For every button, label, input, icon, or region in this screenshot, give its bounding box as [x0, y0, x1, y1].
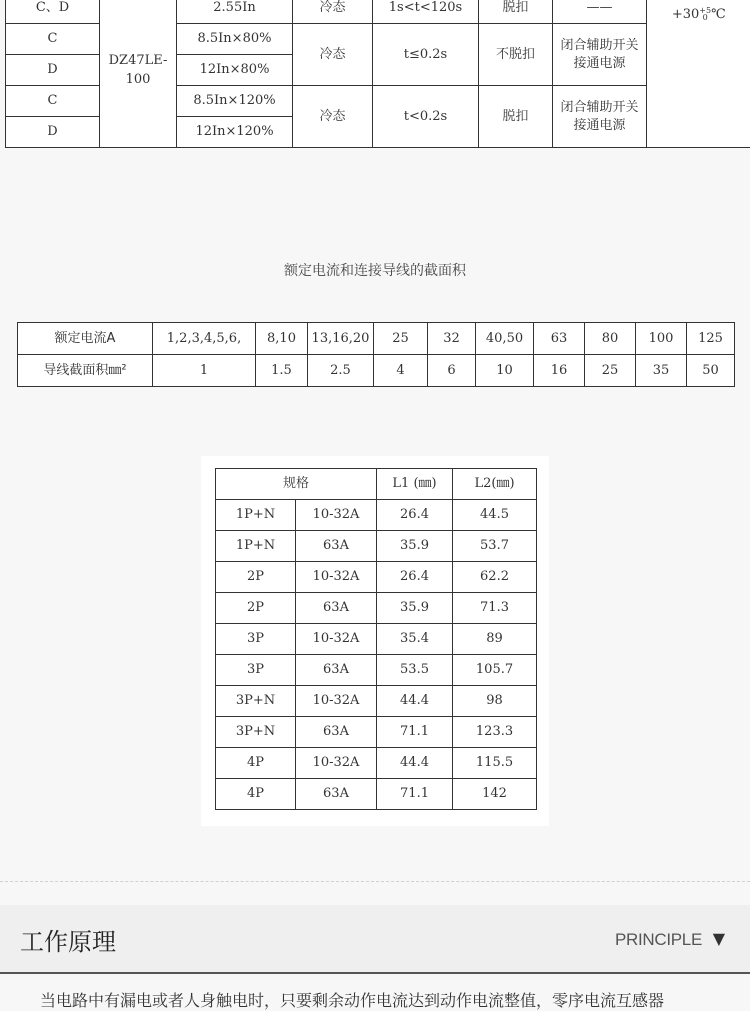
trip-model-text: DZ47LE-100 — [108, 51, 168, 89]
area-cell: 10 — [476, 355, 534, 387]
area-cell: 1 — [153, 355, 256, 387]
l1-cell: 44.4 — [377, 748, 453, 779]
rating-cell: 10-32A — [296, 624, 377, 655]
dimension-row — [216, 717, 537, 748]
trip-curve: C — [6, 24, 100, 55]
section-header — [0, 905, 750, 972]
row-label: 额定电流A — [18, 323, 153, 355]
trip-aux-text: 闭合辅助开关接通电源 — [560, 99, 640, 135]
dimension-table — [215, 468, 537, 810]
poles-cell: 1P+N — [216, 531, 296, 562]
poles-cell: 3P — [216, 655, 296, 686]
trip-current: 12In×120% — [177, 117, 293, 148]
l1-cell: 71.1 — [377, 779, 453, 810]
trip-state: 冷态 — [293, 0, 373, 24]
current-cell: 32 — [428, 323, 476, 355]
dimension-row — [216, 748, 537, 779]
area-cell: 4 — [374, 355, 428, 387]
rating-cell: 63A — [296, 593, 377, 624]
l2-cell: 142 — [453, 779, 537, 810]
l1-cell: 44.4 — [377, 686, 453, 717]
l1-cell: 35.4 — [377, 624, 453, 655]
dimension-row — [216, 624, 537, 655]
rating-cell: 63A — [296, 717, 377, 748]
dimension-row — [216, 593, 537, 624]
poles-cell: 3P+N — [216, 717, 296, 748]
rating-cell: 10-32A — [296, 686, 377, 717]
section-underline — [0, 972, 750, 974]
area-cell: 2.5 — [308, 355, 374, 387]
l1-cell: 35.9 — [377, 593, 453, 624]
poles-cell: 3P+N — [216, 686, 296, 717]
area-cell: 35 — [636, 355, 687, 387]
trip-state: 冷态 — [293, 24, 373, 86]
principle-text: 当电路中有漏电或者人身触电时，只要剩余动作电流达到动作电流整值，零序电流互感器 — [40, 988, 664, 1011]
area-cell: 16 — [534, 355, 585, 387]
trip-current: 8.5In×80% — [177, 24, 293, 55]
l2-cell: 115.5 — [453, 748, 537, 779]
current-cell: 100 — [636, 323, 687, 355]
trip-aux: —— — [553, 0, 647, 24]
temp-unit: ℃ — [711, 7, 726, 22]
dimension-row — [216, 779, 537, 810]
trip-curve: C — [6, 86, 100, 117]
trip-curve: C、D — [6, 0, 100, 24]
l2-cell: 89 — [453, 624, 537, 655]
rating-cell: 10-32A — [296, 500, 377, 531]
trip-current: 12In×80% — [177, 55, 293, 86]
current-cell: 63 — [534, 323, 585, 355]
poles-cell: 3P — [216, 624, 296, 655]
poles-cell: 4P — [216, 779, 296, 810]
l1-cell: 26.4 — [377, 500, 453, 531]
trip-state: 冷态 — [293, 86, 373, 148]
rating-cell: 63A — [296, 779, 377, 810]
row-label: 导线截面积㎜² — [18, 355, 153, 387]
l2-cell: 105.7 — [453, 655, 537, 686]
l1-cell: 26.4 — [377, 562, 453, 593]
trip-result: 不脱扣 — [479, 24, 553, 86]
triangle-down-icon: ▼ — [713, 929, 725, 948]
trip-temperature — [647, 0, 750, 148]
current-cell: 80 — [585, 323, 636, 355]
trip-aux-text: 闭合辅助开关接通电源 — [560, 37, 640, 73]
dimension-header-row — [216, 469, 537, 500]
current-cell: 125 — [687, 323, 735, 355]
trip-curve: D — [6, 117, 100, 148]
current-cell: 40,50 — [476, 323, 534, 355]
section-title: 工作原理 — [20, 922, 116, 957]
poles-cell: 4P — [216, 748, 296, 779]
l1-cell: 71.1 — [377, 717, 453, 748]
dimension-row — [216, 500, 537, 531]
rating-cell: 10-32A — [296, 562, 377, 593]
temp-sub: 0 — [699, 14, 711, 21]
l1-cell: 53.5 — [377, 655, 453, 686]
trip-result: 脱扣 — [479, 0, 553, 24]
header-l2: L2(㎜) — [453, 469, 537, 500]
temp-base: +30 — [672, 7, 699, 22]
wire-section-table — [17, 322, 735, 387]
current-row — [18, 323, 735, 355]
trip-time: t<0.2s — [373, 86, 479, 148]
trip-model — [100, 0, 177, 148]
current-cell: 25 — [374, 323, 428, 355]
trip-aux — [553, 24, 647, 86]
l2-cell: 53.7 — [453, 531, 537, 562]
l2-cell: 71.3 — [453, 593, 537, 624]
section-title-en: PRINCIPLE — [615, 930, 702, 950]
dimension-row — [216, 531, 537, 562]
l2-cell: 44.5 — [453, 500, 537, 531]
area-cell: 50 — [687, 355, 735, 387]
trip-characteristic-table — [5, 0, 750, 148]
header-spec: 规格 — [216, 469, 377, 500]
dimension-row — [216, 655, 537, 686]
area-cell: 6 — [428, 355, 476, 387]
rating-cell: 10-32A — [296, 748, 377, 779]
poles-cell: 2P — [216, 593, 296, 624]
dimension-row — [216, 686, 537, 717]
section-divider — [0, 881, 750, 882]
poles-cell: 1P+N — [216, 500, 296, 531]
trip-current: 2.55In — [177, 0, 293, 24]
l2-cell: 62.2 — [453, 562, 537, 593]
dimension-row — [216, 562, 537, 593]
trip-aux — [553, 86, 647, 148]
l2-cell: 98 — [453, 686, 537, 717]
current-cell: 1,2,3,4,5,6, — [153, 323, 256, 355]
header-l1: L1 (㎜) — [377, 469, 453, 500]
area-row — [18, 355, 735, 387]
rating-cell: 63A — [296, 531, 377, 562]
current-cell: 8,10 — [256, 323, 308, 355]
trip-curve: D — [6, 55, 100, 86]
trip-current: 8.5In×120% — [177, 86, 293, 117]
trip-time: t≤0.2s — [373, 24, 479, 86]
poles-cell: 2P — [216, 562, 296, 593]
trip-time: 1s<t<120s — [373, 0, 479, 24]
area-cell: 1.5 — [256, 355, 308, 387]
l2-cell: 123.3 — [453, 717, 537, 748]
current-cell: 13,16,20 — [308, 323, 374, 355]
temp-sup: +5 — [699, 7, 711, 14]
wire-section-title: 额定电流和连接导线的截面积 — [0, 260, 750, 280]
l1-cell: 35.9 — [377, 531, 453, 562]
trip-result: 脱扣 — [479, 86, 553, 148]
area-cell: 25 — [585, 355, 636, 387]
rating-cell: 63A — [296, 655, 377, 686]
